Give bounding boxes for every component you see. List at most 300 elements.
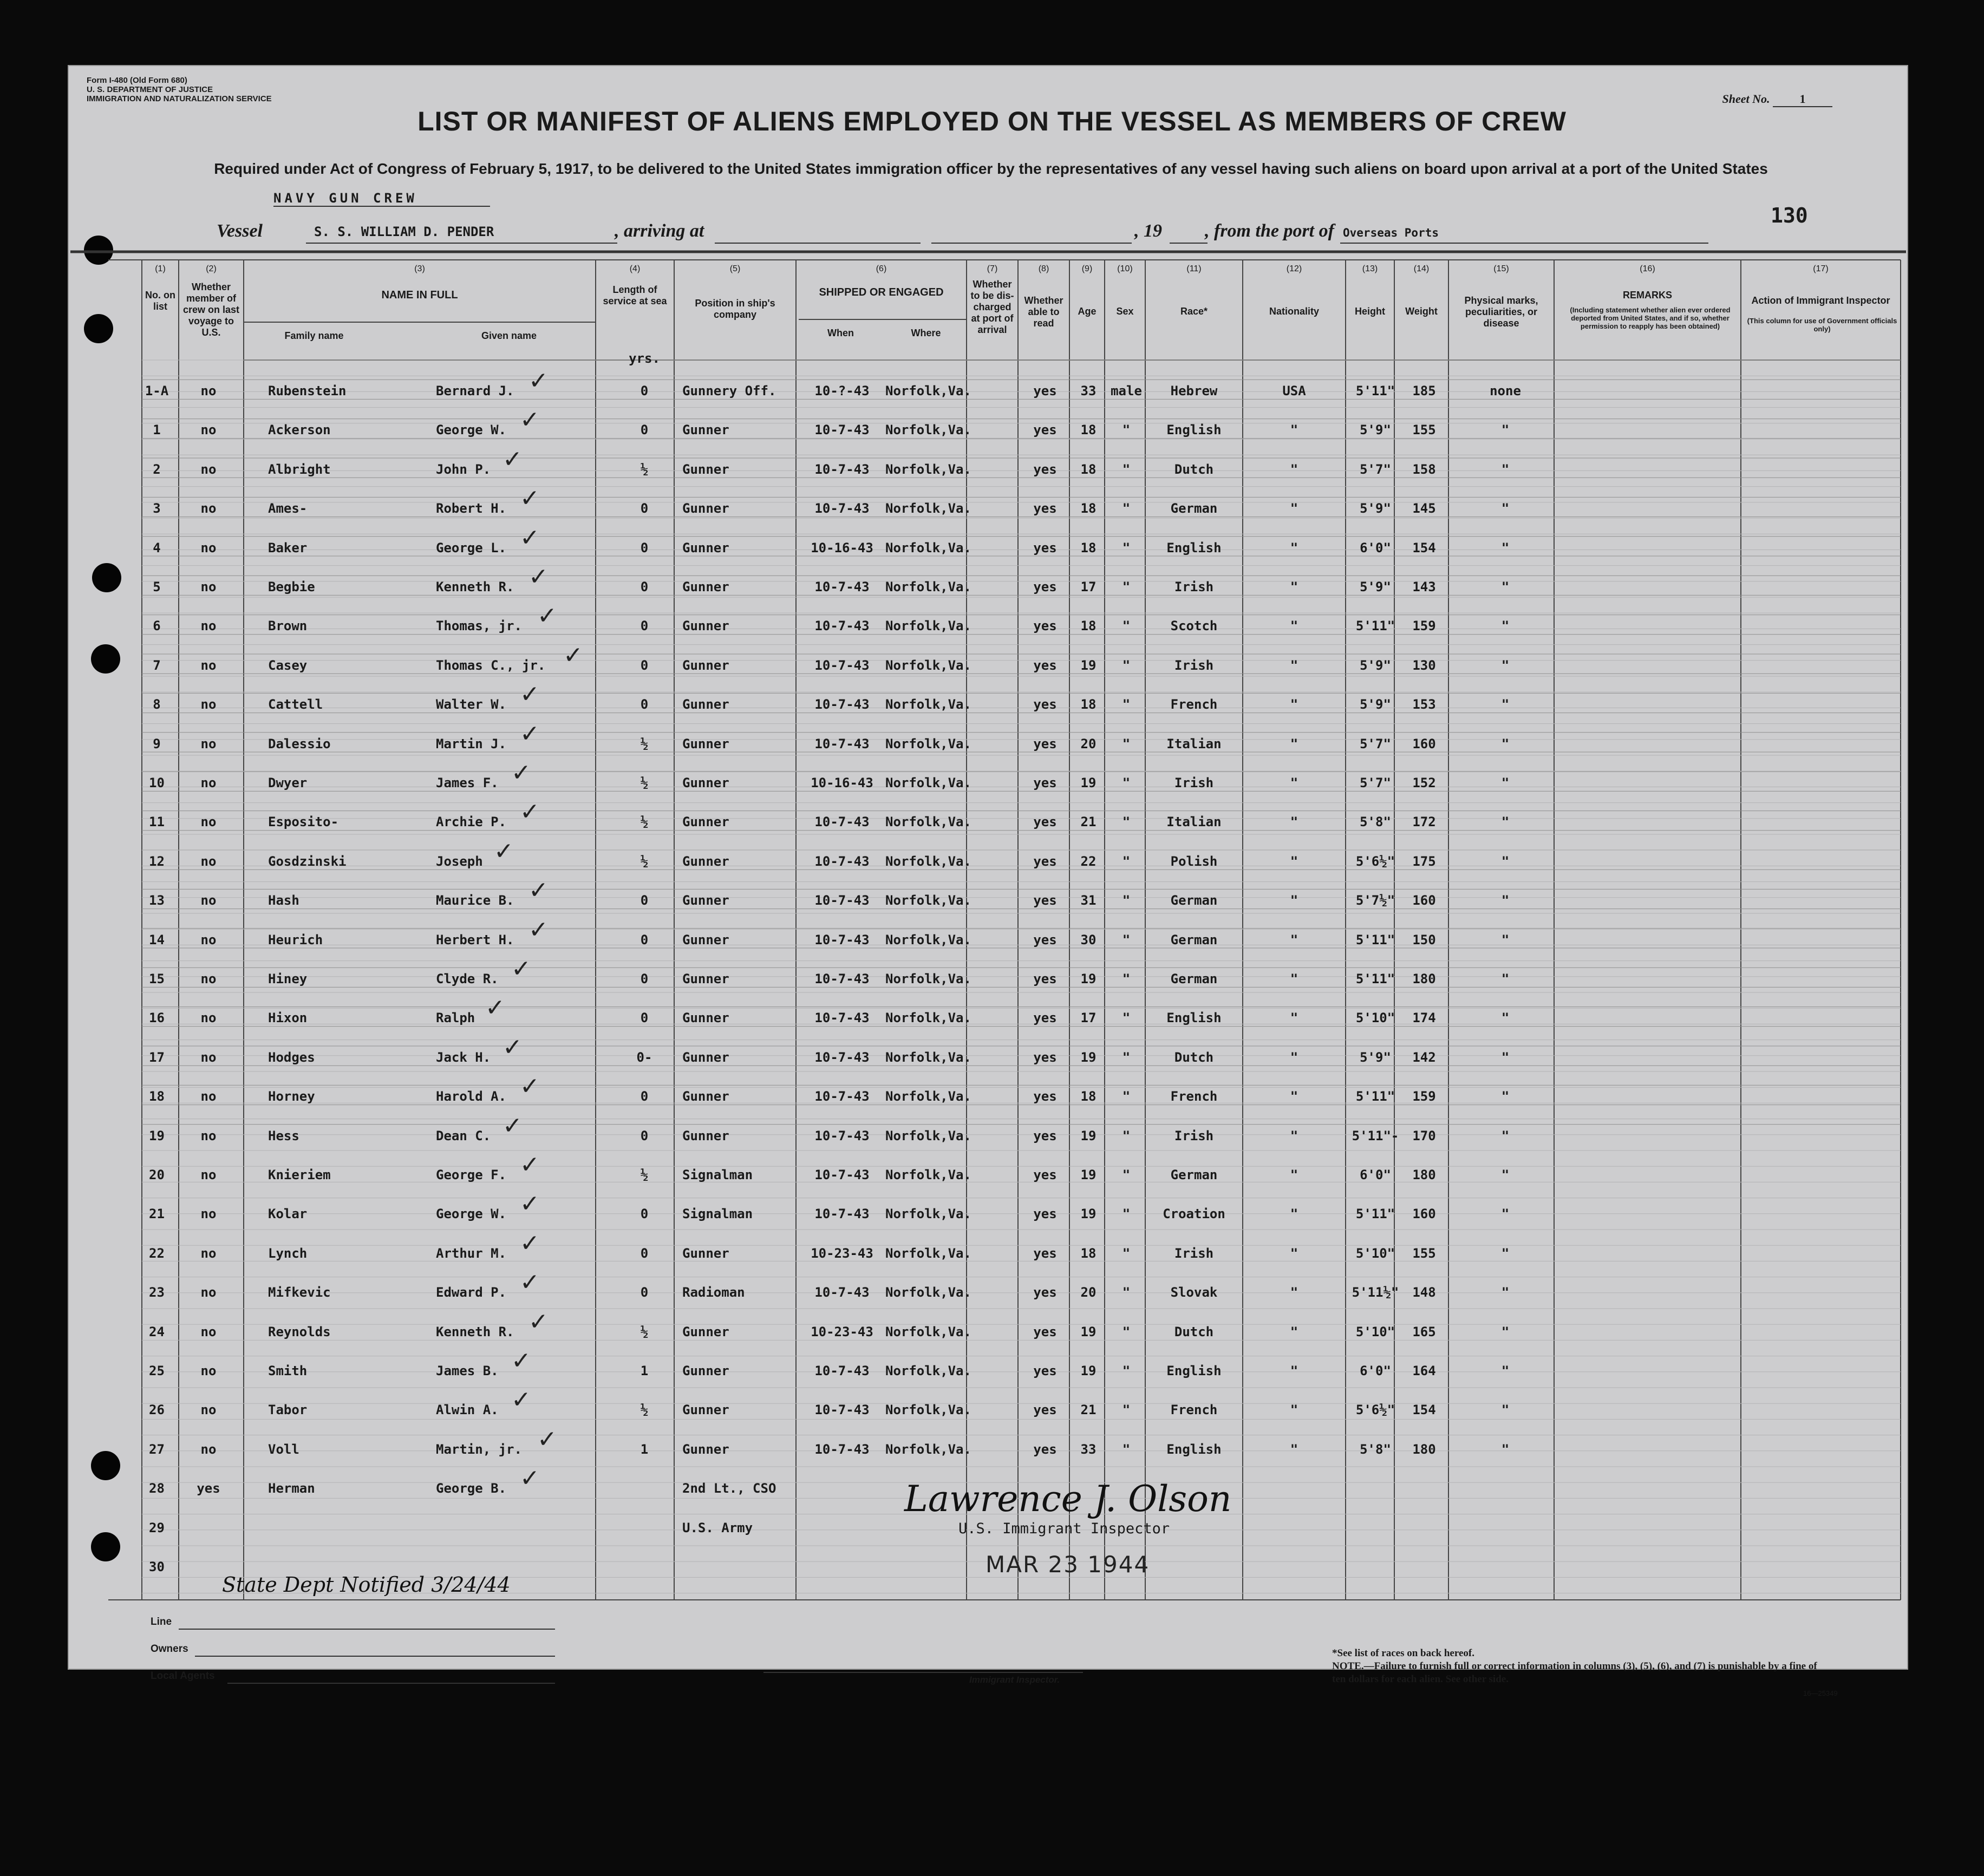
cell-position: Gunner	[682, 775, 729, 790]
cell-position: Gunner	[682, 697, 729, 713]
cell-position: Gunner	[682, 461, 729, 477]
cell-where: Norfolk,Va.	[885, 893, 971, 908]
cell-height: 5'9"	[1360, 579, 1391, 594]
cell-service: ½	[640, 853, 649, 869]
cell-read: yes	[1033, 853, 1057, 869]
cell-when: 10-7-43	[814, 1402, 870, 1418]
cell-service: 0	[640, 579, 649, 594]
cell-sex: "	[1122, 814, 1131, 830]
cell-weight: 143	[1412, 579, 1436, 594]
checkmark-icon: ✓	[528, 1308, 549, 1336]
cell-weight: 153	[1412, 697, 1436, 713]
cell-nat: "	[1290, 1363, 1298, 1378]
cell-where: Norfolk,Va.	[885, 501, 971, 517]
cell-age: 19	[1080, 1324, 1097, 1339]
cell-service: 0	[640, 657, 649, 673]
cell-sex: "	[1122, 697, 1131, 713]
cell-no: 20	[149, 1167, 165, 1182]
cell-family: Reynolds	[268, 1324, 331, 1339]
cell-where: Norfolk,Va.	[885, 932, 971, 947]
cell-race: Italian	[1166, 814, 1222, 830]
cell-service: 0	[640, 1089, 649, 1104]
cell-nat: "	[1290, 1089, 1298, 1104]
cell-service: 0	[640, 540, 649, 555]
cell-no: 10	[149, 775, 165, 790]
cell-no: 24	[149, 1324, 165, 1339]
cell-service: 0	[640, 501, 649, 517]
cell-given: Alwin A.	[436, 1402, 499, 1418]
cell-read: yes	[1033, 1167, 1057, 1182]
cell-age: 18	[1080, 1245, 1097, 1261]
cell-position: Gunner	[682, 501, 729, 517]
cell-no: 21	[149, 1206, 165, 1222]
column-number: (11)	[1186, 264, 1202, 273]
cell-no: 18	[149, 1089, 165, 1104]
cell-age: 18	[1080, 422, 1097, 438]
cell-height: 5'11"	[1355, 1089, 1395, 1104]
cell-weight: 165	[1412, 1324, 1436, 1339]
cell-given: Ralph	[436, 1010, 475, 1026]
punch-hole	[91, 1451, 120, 1480]
cell-sex: "	[1122, 501, 1131, 517]
checkmark-icon: ✓	[528, 877, 549, 905]
cell-given: Kenneth R.	[436, 1324, 514, 1339]
cell-service: ½	[640, 814, 649, 830]
cell-prev: no	[200, 1285, 217, 1300]
cell-marks: "	[1501, 814, 1510, 830]
cell-no: 14	[149, 932, 165, 947]
column-header: Age	[1078, 306, 1097, 317]
cell-family: Ames-	[268, 501, 308, 517]
cell-where: Norfolk,Va.	[885, 540, 971, 555]
cell-marks: "	[1501, 1245, 1510, 1261]
cell-position: Gunner	[682, 893, 729, 908]
cell-given: Jack H.	[436, 1049, 491, 1065]
column-number: (9)	[1081, 264, 1093, 273]
cell-sex: "	[1122, 657, 1131, 673]
cell-marks: "	[1501, 775, 1510, 790]
cell-service: ½	[640, 1324, 649, 1339]
cell-weight: 175	[1412, 853, 1436, 869]
cell-no: 13	[149, 893, 165, 908]
cell-service: ½	[640, 1167, 649, 1182]
cell-marks: "	[1501, 1128, 1510, 1143]
checkmark-icon: ✓	[511, 1347, 531, 1375]
owners-label: Owners	[151, 1643, 188, 1655]
cell-when: 10-7-43	[814, 579, 870, 594]
cell-marks: "	[1501, 1206, 1510, 1222]
cell-weight: 180	[1412, 1441, 1436, 1457]
cell-race: Croation	[1163, 1206, 1225, 1222]
column-number: (6)	[876, 264, 887, 273]
cell-given: Martin, jr.	[436, 1441, 522, 1457]
checkmark-icon: ✓	[511, 759, 531, 787]
cell-when: 10-7-43	[814, 853, 870, 869]
cell-family: Albright	[268, 461, 331, 477]
cell-service: ½	[640, 1402, 649, 1418]
cell-given: Archie P.	[436, 814, 507, 830]
cell-read: yes	[1033, 501, 1057, 517]
checkmark-icon: ✓	[502, 1033, 523, 1061]
cell-service: 0	[640, 697, 649, 713]
cell-when: 10-7-43	[814, 1441, 870, 1457]
cell-read: yes	[1033, 1206, 1057, 1222]
cell-marks: "	[1501, 1010, 1510, 1026]
cell-race: Irish	[1174, 1128, 1214, 1143]
cell-family: Mifkevic	[268, 1285, 331, 1300]
cell-service: 0	[640, 1010, 649, 1026]
cell-no: 9	[153, 736, 161, 751]
checkmark-icon: ✓	[520, 1229, 540, 1257]
cell-sex: "	[1122, 422, 1131, 438]
line-label: Line	[151, 1616, 172, 1627]
document-subtitle: Required under Act of Congress of February 5, 1917, to be delivered to the United States immigration officer by the representatives of any vessel having such aliens on board upon arrival at a port of the United States	[214, 160, 1768, 177]
checkmark-icon: ✓	[485, 994, 505, 1022]
cell-marks: "	[1501, 1324, 1510, 1339]
remarks-note: (Including statement whether alien ever ordered deported from United States, and if so, whether permission to reapply has been obtained)	[1570, 306, 1731, 330]
cell-where: Norfolk,Va.	[885, 971, 971, 986]
cell-when: 10-?-43	[814, 383, 870, 398]
cell-when: 10-7-43	[814, 1206, 870, 1222]
cell-family: Hash	[268, 893, 299, 908]
column-header: REMARKS	[1622, 290, 1672, 300]
cell-no: 3	[153, 501, 161, 517]
cell-race: German	[1170, 893, 1218, 908]
cell-family: Hodges	[268, 1049, 315, 1065]
cell-nat: "	[1290, 1206, 1298, 1222]
column-header: No. on list	[145, 290, 175, 312]
cell-height: 5'9"	[1360, 697, 1391, 713]
cell-read: yes	[1033, 736, 1057, 751]
cell-sex: "	[1122, 461, 1131, 477]
cell-marks: "	[1501, 1402, 1510, 1418]
cell-when: 10-7-43	[814, 1089, 870, 1104]
cell-family: Esposito-	[268, 814, 339, 830]
cell-no: 28	[149, 1481, 165, 1496]
cell-race: Italian	[1166, 736, 1222, 751]
vessel-label: Vessel	[217, 221, 263, 241]
cell-when: 10-7-43	[814, 1285, 870, 1300]
cell-sex: "	[1122, 853, 1131, 869]
cell-height: 5'7½"	[1355, 893, 1395, 908]
from-port: Overseas Ports	[1343, 226, 1439, 239]
cell-where: Norfolk,Va.	[885, 1285, 971, 1300]
cell-service: 0	[640, 422, 649, 438]
cell-prev: no	[200, 540, 217, 555]
cell-family: Baker	[268, 540, 308, 555]
cell-prev: no	[200, 971, 217, 986]
cell-where: Norfolk,Va.	[885, 1324, 971, 1339]
cell-sex: "	[1122, 1402, 1131, 1418]
cell-sex: "	[1122, 1363, 1131, 1378]
cell-prev: no	[200, 579, 217, 594]
checkmark-icon: ✓	[520, 1269, 540, 1297]
cell-nat: "	[1290, 736, 1298, 751]
cell-race: Hebrew	[1170, 383, 1218, 398]
cell-when: 10-7-43	[814, 971, 870, 986]
cell-nat: "	[1290, 1167, 1298, 1182]
cell-position: Gunner	[682, 579, 729, 594]
cell-position: Gunner	[682, 1245, 729, 1261]
cell-age: 18	[1080, 540, 1097, 555]
cell-family: Horney	[268, 1089, 315, 1104]
cell-when: 10-7-43	[814, 1010, 870, 1026]
checkmark-icon: ✓	[494, 837, 514, 865]
cell-when: 10-7-43	[814, 893, 870, 908]
cell-no: 1	[153, 422, 161, 438]
column-header: NAME IN FULL	[381, 289, 458, 301]
cell-where: Norfolk,Va.	[885, 1441, 971, 1457]
cell-race: Dutch	[1174, 1324, 1214, 1339]
cell-race: German	[1170, 932, 1218, 947]
cell-no: 4	[153, 540, 161, 555]
cell-where: Norfolk,Va.	[885, 1089, 971, 1104]
cell-race: Irish	[1174, 775, 1214, 790]
cell-when: 10-16-43	[811, 775, 873, 790]
cell-when: 10-7-43	[814, 657, 870, 673]
cell-age: 20	[1080, 1285, 1097, 1300]
cell-nat: "	[1290, 1324, 1298, 1339]
cell-given: Martin J.	[436, 736, 507, 751]
column-number: (14)	[1413, 264, 1430, 273]
cell-height: 5'8"	[1360, 1441, 1391, 1457]
cell-height: 6'0"	[1360, 540, 1391, 555]
cell-where: Norfolk,Va.	[885, 814, 971, 830]
inspector-title: U.S. Immigrant Inspector	[958, 1520, 1170, 1537]
cell-prev: no	[200, 422, 217, 438]
cell-weight: 174	[1412, 1010, 1436, 1026]
cell-marks: "	[1501, 893, 1510, 908]
where-header: Where	[911, 328, 941, 338]
inspector-label: Immigrant Inspector.	[969, 1675, 1060, 1685]
cell-family: Smith	[268, 1363, 308, 1378]
cell-position: Gunner	[682, 422, 729, 438]
cell-no: 16	[149, 1010, 165, 1026]
local-agents-label: Local Agents	[151, 1670, 215, 1682]
cell-nat: "	[1290, 1245, 1298, 1261]
cell-position: Gunner	[682, 1402, 729, 1418]
cell-read: yes	[1033, 1010, 1057, 1026]
cell-read: yes	[1033, 579, 1057, 594]
cell-where: Norfolk,Va.	[885, 697, 971, 713]
cell-age: 18	[1080, 501, 1097, 517]
cell-prev: no	[200, 736, 217, 751]
cell-age: 18	[1080, 618, 1097, 634]
when-header: When	[827, 328, 854, 338]
checkmark-icon: ✓	[520, 485, 540, 513]
checkmark-icon: ✓	[520, 1465, 540, 1493]
cell-service: ½	[640, 461, 649, 477]
cell-age: 21	[1080, 1402, 1097, 1418]
cell-race: German	[1170, 501, 1218, 517]
cell-age: 19	[1080, 971, 1097, 986]
cell-race: German	[1170, 971, 1218, 986]
department-name: U. S. DEPARTMENT OF JUSTICE	[87, 85, 213, 94]
crew-label: NAVY GUN CREW	[273, 191, 490, 207]
cell-read: yes	[1033, 540, 1057, 555]
cell-where: Norfolk,Va.	[885, 422, 971, 438]
cell-height: 5'11"	[1355, 1206, 1395, 1222]
cell-family: Gosdzinski	[268, 853, 347, 869]
penalty-note: NOTE.—Failure to furnish full or correct information in columns (3), (5), (6), and (7) is punishable by a fine of ten dollars for each alien. See other side.	[1332, 1661, 1817, 1685]
cell-given: Kenneth R.	[436, 579, 514, 594]
cell-prev: no	[200, 1402, 217, 1418]
column-number: (12)	[1286, 264, 1302, 273]
checkmark-icon: ✓	[528, 367, 549, 395]
cell-age: 17	[1080, 579, 1097, 594]
cell-prev: no	[200, 1049, 217, 1065]
cell-when: 10-7-43	[814, 1167, 870, 1182]
cell-position: Gunner	[682, 1324, 729, 1339]
cell-height: 5'10"	[1355, 1324, 1395, 1339]
punch-hole	[84, 314, 113, 343]
cell-read: yes	[1033, 383, 1057, 398]
cell-marks: "	[1501, 853, 1510, 869]
cell-prev: no	[200, 853, 217, 869]
cell-no: 19	[149, 1128, 165, 1143]
cell-sex: "	[1122, 618, 1131, 634]
cell-race: Scotch	[1170, 618, 1218, 634]
sheet-number: Sheet No. 1	[1722, 92, 1833, 107]
cell-prev: no	[200, 893, 217, 908]
cell-weight: 159	[1412, 1089, 1436, 1104]
checkmark-icon: ✓	[520, 1073, 540, 1101]
cell-height: 5'11"	[1355, 383, 1395, 398]
cell-age: 19	[1080, 657, 1097, 673]
punch-hole	[91, 1532, 120, 1561]
checkmark-icon: ✓	[502, 1112, 523, 1140]
cell-nat: "	[1290, 501, 1298, 517]
cell-height: 5'6½"	[1355, 1402, 1395, 1418]
cell-no: 22	[149, 1245, 165, 1261]
cell-where: Norfolk,Va.	[885, 1010, 971, 1026]
cell-race: English	[1166, 1010, 1222, 1026]
cell-family: Heurich	[268, 932, 323, 947]
cell-nat: "	[1290, 618, 1298, 634]
cell-race: French	[1170, 1089, 1218, 1104]
cell-prev: no	[200, 383, 217, 398]
cell-where: Norfolk,Va.	[885, 1363, 971, 1378]
cell-weight: 130	[1412, 657, 1436, 673]
document-title: LIST OR MANIFEST OF ALIENS EMPLOYED ON THE VESSEL AS MEMBERS OF CREW	[417, 106, 1567, 136]
cell-nat: "	[1290, 1128, 1298, 1143]
cell-prev: no	[200, 618, 217, 634]
cell-height: 5'11"	[1355, 932, 1395, 947]
cell-read: yes	[1033, 775, 1057, 790]
cell-marks: "	[1501, 501, 1510, 517]
cell-no: 25	[149, 1363, 165, 1378]
cell-nat: "	[1290, 853, 1298, 869]
cell-position: U.S. Army	[682, 1520, 753, 1535]
cell-marks: "	[1501, 971, 1510, 986]
checkmark-icon: ✓	[502, 445, 523, 473]
cell-sex: "	[1122, 1245, 1131, 1261]
column-number: (13)	[1362, 264, 1378, 273]
cell-race: Polish	[1170, 853, 1218, 869]
cell-position: Gunner	[682, 1049, 729, 1065]
date-stamp: MAR 23 1944	[986, 1551, 1150, 1578]
column-header: Whether member of crew on last voyage to U.S.	[182, 282, 240, 338]
given-name-header: Given name	[481, 330, 537, 341]
cell-sex: "	[1122, 1206, 1131, 1222]
cell-service: 0	[640, 618, 649, 634]
cell-when: 10-23-43	[811, 1245, 873, 1261]
checkmark-icon: ✓	[520, 681, 540, 709]
checkmark-icon: ✓	[537, 602, 557, 630]
cell-sex: "	[1122, 893, 1131, 908]
cell-position: Signalman	[682, 1206, 753, 1222]
cell-read: yes	[1033, 422, 1057, 438]
cell-service: 1	[640, 1441, 649, 1457]
cell-age: 18	[1080, 1089, 1097, 1104]
cell-read: yes	[1033, 461, 1057, 477]
cell-family: Herman	[268, 1481, 315, 1496]
cell-no: 8	[153, 697, 161, 713]
cell-family: Cattell	[268, 697, 323, 713]
cell-age: 20	[1080, 736, 1097, 751]
cell-no: 30	[149, 1559, 165, 1574]
cell-prev: no	[200, 1167, 217, 1182]
cell-read: yes	[1033, 618, 1057, 634]
cell-race: Slovak	[1170, 1285, 1218, 1300]
cell-sex: "	[1122, 1167, 1131, 1182]
cell-height: 5'6½"	[1355, 853, 1395, 869]
cell-service: 0	[640, 932, 649, 947]
from-port-label: , from the port of	[1205, 221, 1334, 241]
column-number: (7)	[987, 264, 998, 273]
cell-weight: 160	[1412, 893, 1436, 908]
cell-when: 10-7-43	[814, 461, 870, 477]
cell-height: 5'7"	[1360, 736, 1391, 751]
cell-given: George F.	[436, 1167, 507, 1182]
column-header: Physical marks, peculiarities, or disease	[1464, 295, 1538, 329]
checkmark-icon: ✓	[511, 1386, 531, 1414]
cell-when: 10-7-43	[814, 618, 870, 634]
cell-nat: USA	[1282, 383, 1306, 398]
cell-race: Irish	[1174, 1245, 1214, 1261]
cell-age: 33	[1080, 1441, 1097, 1457]
arriving-label: , arriving at	[615, 221, 704, 241]
cell-read: yes	[1033, 657, 1057, 673]
cell-where: Norfolk,Va.	[885, 618, 971, 634]
cell-prev: no	[200, 1010, 217, 1026]
cell-family: Tabor	[268, 1402, 308, 1418]
cell-nat: "	[1290, 1010, 1298, 1026]
cell-no: 7	[153, 657, 161, 673]
cell-marks: "	[1501, 1049, 1510, 1065]
column-number: (10)	[1117, 264, 1133, 273]
cell-family: Casey	[268, 657, 308, 673]
cell-race: English	[1166, 540, 1222, 555]
cell-no: 2	[153, 461, 161, 477]
page-number: 130	[1771, 204, 1808, 227]
cell-service: 0	[640, 893, 649, 908]
cell-when: 10-7-43	[814, 697, 870, 713]
cell-family: Lynch	[268, 1245, 308, 1261]
column-header: Sex	[1116, 306, 1134, 317]
cell-family: Dalessio	[268, 736, 331, 751]
cell-where: Norfolk,Va.	[885, 461, 971, 477]
cell-height: 6'0"	[1360, 1167, 1391, 1182]
cell-age: 19	[1080, 1363, 1097, 1378]
form-identifier	[87, 76, 272, 103]
cell-marks: "	[1501, 932, 1510, 947]
cell-when: 10-7-43	[814, 932, 870, 947]
cell-position: Gunner	[682, 657, 729, 673]
cell-marks: "	[1501, 540, 1510, 555]
column-header: Race*	[1180, 306, 1208, 317]
cell-where: Norfolk,Va.	[885, 1167, 971, 1182]
